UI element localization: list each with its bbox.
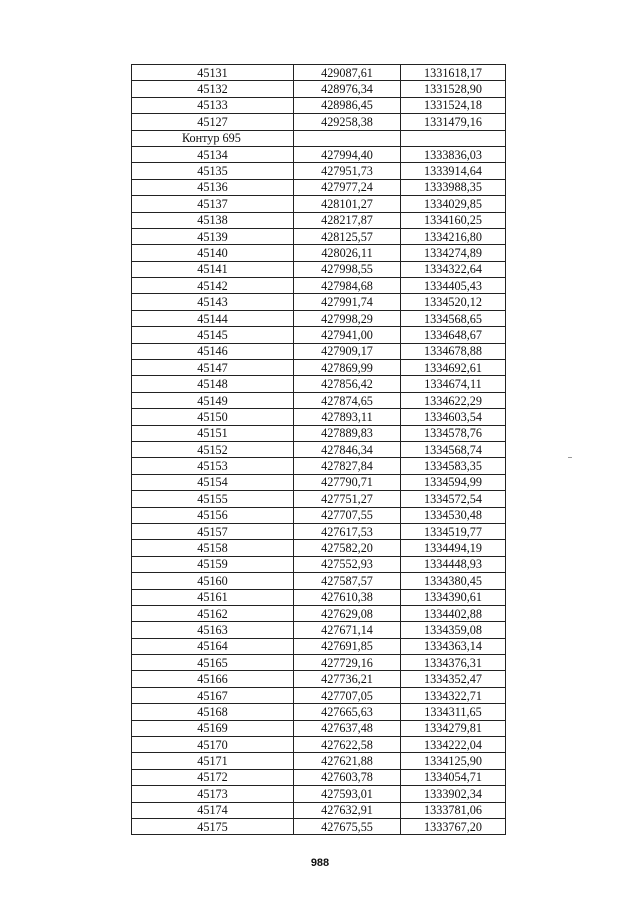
x-coordinate-cell: 427889,83: [294, 425, 401, 441]
table-row: [132, 163, 506, 179]
x-coordinate-cell: 427869,99: [294, 360, 401, 376]
contour-heading-group: [132, 130, 506, 146]
y-coordinate-cell: 1334622,29: [401, 392, 506, 408]
point-number-cell: 45166: [132, 671, 294, 687]
point-number-cell: 45158: [132, 540, 294, 556]
point-number-cell: 45148: [132, 376, 294, 392]
y-coordinate-cell: 1333767,20: [401, 818, 506, 834]
table-row: [132, 491, 506, 507]
x-coordinate-cell: 427622,58: [294, 737, 401, 753]
empty-cell: [294, 130, 401, 146]
point-number-cell: 45160: [132, 573, 294, 589]
point-number-cell: 45161: [132, 589, 294, 605]
y-coordinate-cell: 1333914,64: [401, 163, 506, 179]
point-number-cell: 45152: [132, 441, 294, 457]
y-coordinate-cell: 1334583,35: [401, 458, 506, 474]
y-coordinate-cell: 1334578,76: [401, 425, 506, 441]
x-coordinate-cell: 427909,17: [294, 343, 401, 359]
table-row: [132, 392, 506, 408]
x-coordinate-cell: 427951,73: [294, 163, 401, 179]
empty-cell: [401, 130, 506, 146]
x-coordinate-cell: 427587,57: [294, 573, 401, 589]
table-row: [132, 737, 506, 753]
point-number-cell: 45151: [132, 425, 294, 441]
point-number-cell: 45135: [132, 163, 294, 179]
x-coordinate-cell: 427617,53: [294, 523, 401, 539]
point-number-cell: 45156: [132, 507, 294, 523]
y-coordinate-cell: 1334405,43: [401, 278, 506, 294]
x-coordinate-cell: 428217,87: [294, 212, 401, 228]
x-coordinate-cell: 428101,27: [294, 196, 401, 212]
point-number-cell: 45159: [132, 556, 294, 572]
x-coordinate-cell: 429087,61: [294, 65, 401, 81]
y-coordinate-cell: 1331479,16: [401, 114, 506, 130]
table-row: [132, 589, 506, 605]
point-number-cell: 45168: [132, 704, 294, 720]
point-number-cell: 45138: [132, 212, 294, 228]
y-coordinate-cell: 1334279,81: [401, 720, 506, 736]
table-row: [132, 507, 506, 523]
rows-before-contour: [132, 65, 506, 131]
table-row: [132, 786, 506, 802]
y-coordinate-cell: 1334352,47: [401, 671, 506, 687]
x-coordinate-cell: 427629,08: [294, 605, 401, 621]
x-coordinate-cell: 428125,57: [294, 228, 401, 244]
x-coordinate-cell: 427977,24: [294, 179, 401, 195]
table-row: [132, 327, 506, 343]
contour-heading-row: [132, 130, 506, 146]
y-coordinate-cell: 1334359,08: [401, 622, 506, 638]
y-coordinate-cell: 1334322,71: [401, 687, 506, 703]
table-row: [132, 179, 506, 195]
table-row: [132, 458, 506, 474]
x-coordinate-cell: 427827,84: [294, 458, 401, 474]
table-row: [132, 343, 506, 359]
table-row: [132, 687, 506, 703]
table-row: [132, 360, 506, 376]
y-coordinate-cell: 1331524,18: [401, 97, 506, 113]
point-number-cell: 45139: [132, 228, 294, 244]
point-number-cell: 45132: [132, 81, 294, 97]
table-row: [132, 81, 506, 97]
y-coordinate-cell: 1334448,93: [401, 556, 506, 572]
y-coordinate-cell: 1333836,03: [401, 146, 506, 162]
y-coordinate-cell: 1334568,74: [401, 441, 506, 457]
y-coordinate-cell: 1334311,65: [401, 704, 506, 720]
x-coordinate-cell: 427994,40: [294, 146, 401, 162]
y-coordinate-cell: 1334520,12: [401, 294, 506, 310]
point-number-cell: 45131: [132, 65, 294, 81]
x-coordinate-cell: 427691,85: [294, 638, 401, 654]
y-coordinate-cell: 1334216,80: [401, 228, 506, 244]
y-coordinate-cell: 1334648,67: [401, 327, 506, 343]
table-row: [132, 146, 506, 162]
table-row: [132, 769, 506, 785]
table-row: [132, 556, 506, 572]
x-coordinate-cell: 427874,65: [294, 392, 401, 408]
x-coordinate-cell: 428976,34: [294, 81, 401, 97]
y-coordinate-cell: 1333781,06: [401, 802, 506, 818]
x-coordinate-cell: 427941,00: [294, 327, 401, 343]
x-coordinate-cell: 427729,16: [294, 655, 401, 671]
point-number-cell: 45137: [132, 196, 294, 212]
table-row: [132, 622, 506, 638]
x-coordinate-cell: 427671,14: [294, 622, 401, 638]
x-coordinate-cell: 427603,78: [294, 769, 401, 785]
point-number-cell: 45173: [132, 786, 294, 802]
point-number-cell: 45149: [132, 392, 294, 408]
x-coordinate-cell: 427665,63: [294, 704, 401, 720]
point-number-cell: 45170: [132, 737, 294, 753]
point-number-cell: 45133: [132, 97, 294, 113]
x-coordinate-cell: 428986,45: [294, 97, 401, 113]
y-coordinate-cell: 1334274,89: [401, 245, 506, 261]
x-coordinate-cell: 427593,01: [294, 786, 401, 802]
coordinates-table: [131, 64, 506, 835]
y-coordinate-cell: 1334363,14: [401, 638, 506, 654]
table-row: [132, 573, 506, 589]
scan-speck: [568, 457, 572, 458]
table-row: [132, 196, 506, 212]
point-number-cell: 45165: [132, 655, 294, 671]
table-row: [132, 97, 506, 113]
table-row: [132, 261, 506, 277]
point-number-cell: 45142: [132, 278, 294, 294]
y-coordinate-cell: 1334594,99: [401, 474, 506, 490]
x-coordinate-cell: 428026,11: [294, 245, 401, 261]
y-coordinate-cell: 1334530,48: [401, 507, 506, 523]
point-number-cell: 45163: [132, 622, 294, 638]
x-coordinate-cell: 427998,55: [294, 261, 401, 277]
point-number-cell: 45155: [132, 491, 294, 507]
x-coordinate-cell: 427707,55: [294, 507, 401, 523]
y-coordinate-cell: 1331618,17: [401, 65, 506, 81]
table-row: [132, 802, 506, 818]
y-coordinate-cell: 1334678,88: [401, 343, 506, 359]
point-number-cell: 45136: [132, 179, 294, 195]
table-row: [132, 114, 506, 130]
point-number-cell: 45172: [132, 769, 294, 785]
y-coordinate-cell: 1334519,77: [401, 523, 506, 539]
table-row: [132, 245, 506, 261]
point-number-cell: 45144: [132, 310, 294, 326]
y-coordinate-cell: 1331528,90: [401, 81, 506, 97]
x-coordinate-cell: 427610,38: [294, 589, 401, 605]
point-number-cell: 45171: [132, 753, 294, 769]
point-number-cell: 45175: [132, 818, 294, 834]
point-number-cell: 45150: [132, 409, 294, 425]
point-number-cell: 45153: [132, 458, 294, 474]
y-coordinate-cell: 1334376,31: [401, 655, 506, 671]
contour-label: Контур 695: [132, 130, 294, 146]
point-number-cell: 45164: [132, 638, 294, 654]
y-coordinate-cell: 1334029,85: [401, 196, 506, 212]
x-coordinate-cell: 427637,48: [294, 720, 401, 736]
table-row: [132, 638, 506, 654]
table-row: [132, 540, 506, 556]
page-number: 988: [310, 857, 330, 869]
table-row: [132, 278, 506, 294]
table-row: [132, 310, 506, 326]
table-row: [132, 523, 506, 539]
x-coordinate-cell: 427751,27: [294, 491, 401, 507]
y-coordinate-cell: 1334568,65: [401, 310, 506, 326]
point-number-cell: 45154: [132, 474, 294, 490]
point-number-cell: 45169: [132, 720, 294, 736]
y-coordinate-cell: 1334054,71: [401, 769, 506, 785]
y-coordinate-cell: 1334402,88: [401, 605, 506, 621]
table-row: [132, 753, 506, 769]
y-coordinate-cell: 1333988,35: [401, 179, 506, 195]
point-number-cell: 45141: [132, 261, 294, 277]
x-coordinate-cell: 427675,55: [294, 818, 401, 834]
table-row: [132, 425, 506, 441]
y-coordinate-cell: 1334692,61: [401, 360, 506, 376]
table-row: [132, 376, 506, 392]
point-number-cell: 45145: [132, 327, 294, 343]
table-row: [132, 294, 506, 310]
table-row: [132, 671, 506, 687]
x-coordinate-cell: 427621,88: [294, 753, 401, 769]
rows-after-contour: [132, 146, 506, 834]
table-row: [132, 474, 506, 490]
y-coordinate-cell: 1334674,11: [401, 376, 506, 392]
x-coordinate-cell: 427846,34: [294, 441, 401, 457]
y-coordinate-cell: 1334603,54: [401, 409, 506, 425]
table-row: [132, 818, 506, 834]
table-row: [132, 65, 506, 81]
table-row: [132, 704, 506, 720]
table-row: [132, 228, 506, 244]
point-number-cell: 45174: [132, 802, 294, 818]
y-coordinate-cell: 1334125,90: [401, 753, 506, 769]
x-coordinate-cell: 427736,21: [294, 671, 401, 687]
point-number-cell: 45140: [132, 245, 294, 261]
x-coordinate-cell: 427552,93: [294, 556, 401, 572]
point-number-cell: 45157: [132, 523, 294, 539]
y-coordinate-cell: 1334380,45: [401, 573, 506, 589]
y-coordinate-cell: 1334390,61: [401, 589, 506, 605]
x-coordinate-cell: 427790,71: [294, 474, 401, 490]
point-number-cell: 45167: [132, 687, 294, 703]
y-coordinate-cell: 1334572,54: [401, 491, 506, 507]
point-number-cell: 45134: [132, 146, 294, 162]
y-coordinate-cell: 1334160,25: [401, 212, 506, 228]
table-row: [132, 212, 506, 228]
x-coordinate-cell: 427984,68: [294, 278, 401, 294]
x-coordinate-cell: 427632,91: [294, 802, 401, 818]
x-coordinate-cell: 427856,42: [294, 376, 401, 392]
point-number-cell: 45127: [132, 114, 294, 130]
table-row: [132, 655, 506, 671]
x-coordinate-cell: 427707,05: [294, 687, 401, 703]
table-row: [132, 441, 506, 457]
table-row: [132, 720, 506, 736]
x-coordinate-cell: 429258,38: [294, 114, 401, 130]
x-coordinate-cell: 427893,11: [294, 409, 401, 425]
table-row: [132, 409, 506, 425]
y-coordinate-cell: 1333902,34: [401, 786, 506, 802]
x-coordinate-cell: 427991,74: [294, 294, 401, 310]
point-number-cell: 45147: [132, 360, 294, 376]
point-number-cell: 45162: [132, 605, 294, 621]
point-number-cell: 45143: [132, 294, 294, 310]
y-coordinate-cell: 1334494,19: [401, 540, 506, 556]
point-number-cell: 45146: [132, 343, 294, 359]
x-coordinate-cell: 427998,29: [294, 310, 401, 326]
y-coordinate-cell: 1334322,64: [401, 261, 506, 277]
y-coordinate-cell: 1334222,04: [401, 737, 506, 753]
table-row: [132, 605, 506, 621]
x-coordinate-cell: 427582,20: [294, 540, 401, 556]
